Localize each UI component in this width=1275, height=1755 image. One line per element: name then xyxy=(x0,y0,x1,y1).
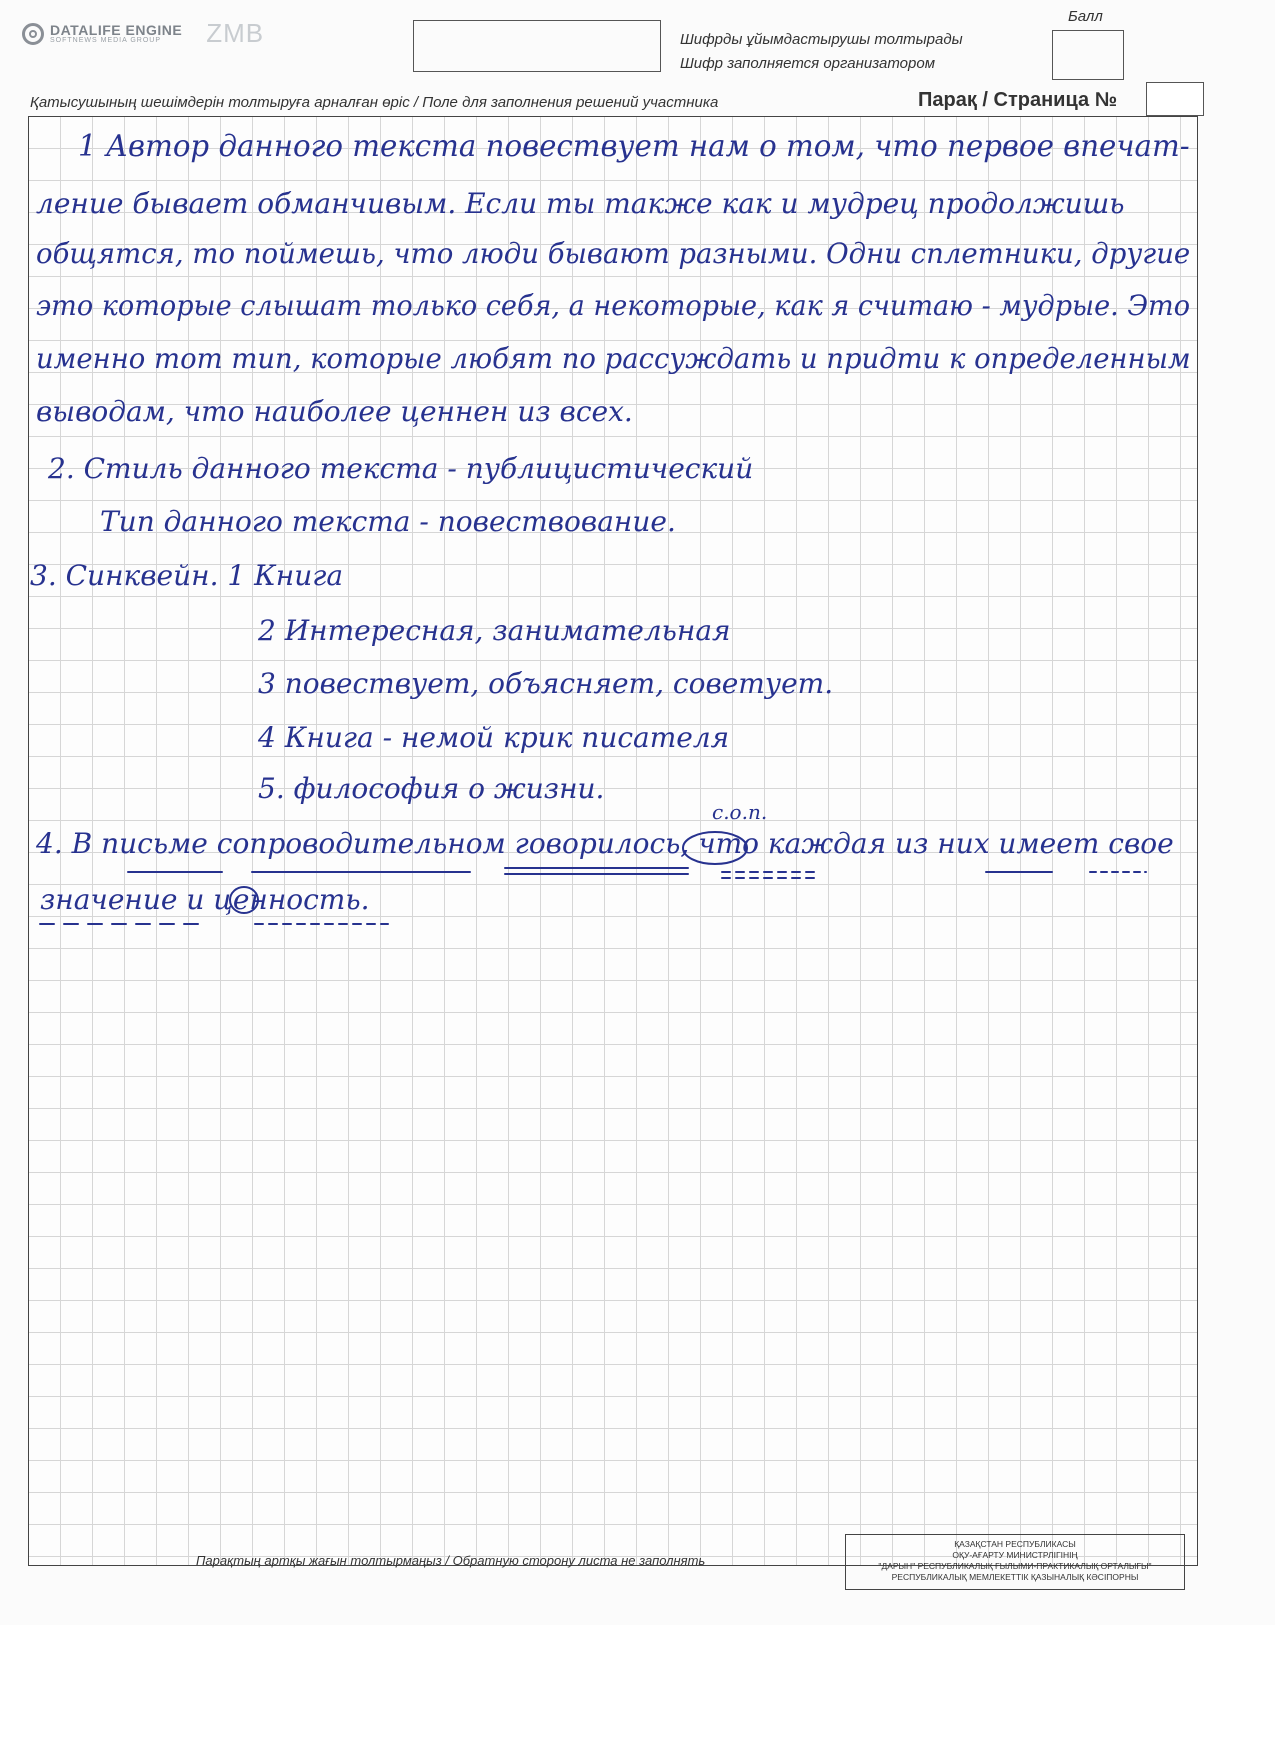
score-label: Балл xyxy=(1068,8,1103,25)
logo-watermark: ZMB xyxy=(206,18,265,48)
answer-line: 1 Автор данного текста повествует нам о том, что первое впечат- xyxy=(78,129,1190,164)
logo-title: DATALIFE ENGINE xyxy=(50,22,183,38)
answer-line: 4. В письме сопроводительном говорилось, что каждая из них имеет свое xyxy=(36,827,1174,860)
logo-icon xyxy=(22,23,44,45)
logo xyxy=(22,18,264,49)
answer-line: ление бывает обманчивым. Если ты также как и мудрец продолжишь xyxy=(36,187,1125,220)
logo-subtitle: SOFTNEWS MEDIA GROUP xyxy=(50,37,162,44)
stamp-line: ҚАЗАҚСТАН РЕСПУБЛИКАСЫ xyxy=(954,1539,1076,1549)
answer-line: выводам, что наиболее ценнен из всех. xyxy=(36,395,633,428)
answer-line: значение и ценность. xyxy=(40,883,370,916)
answer-line: 4 Книга - немой крик писателя xyxy=(258,721,730,754)
page-number-label: Парақ / Страница № xyxy=(918,89,1117,111)
cipher-instruction-kz: Шифрды ұйымдастырушы толтырады xyxy=(680,31,963,48)
answer-line: 3. Синквейн. 1 Книга xyxy=(30,559,344,592)
answer-line: Тип данного текста - повествование. xyxy=(100,505,676,538)
organization-stamp xyxy=(845,1534,1185,1590)
answer-line: это которые слышат только себя, а некоторые, как я считаю - мудрые. Это xyxy=(36,289,1191,322)
cipher-instruction-ru: Шифр заполняется организатором xyxy=(680,55,935,72)
stamp-line: ОҚУ-АҒАРТУ МИНИСТРЛІГІНІҢ xyxy=(952,1550,1078,1560)
answer-line: именно тот тип, которые любят по рассуждать и придти к определенным xyxy=(36,342,1191,375)
answer-line: общятся, то поймешь, что люди бывают разными. Одни сплетники, другие xyxy=(36,237,1191,270)
page-number-box[interactable] xyxy=(1146,82,1204,116)
cipher-instructions xyxy=(680,28,963,76)
score-box[interactable] xyxy=(1052,30,1124,80)
grammar-annotation: с.о.п. xyxy=(712,800,768,824)
answer-line: 5. философия о жизни. xyxy=(258,772,605,805)
cipher-box[interactable] xyxy=(413,20,661,72)
answer-line: 3 повествует, объясняет, советует. xyxy=(258,667,834,700)
field-title: Қатысушының шешімдерін толтыруға арналған өріс / Поле для заполнения решений участника xyxy=(30,94,719,111)
answer-line: 2 Интересная, занимательная xyxy=(258,614,731,647)
stamp-line: РЕСПУБЛИКАЛЫҚ МЕМЛЕКЕТТІК ҚАЗЫНАЛЫҚ КӘСІПОРНЫ xyxy=(891,1572,1139,1582)
answer-line: 2. Стиль данного текста - публицистический xyxy=(48,452,754,485)
stamp-line: "ДАРЫН" РЕСПУБЛИКАЛЫҚ ҒЫЛЫМИ-ПРАКТИКАЛЫҚ ОРТАЛЫҒЫ" xyxy=(878,1561,1152,1571)
footer-note: Парақтың артқы жағын толтырмаңыз / Обратную сторону листа не заполнять xyxy=(196,1553,706,1568)
